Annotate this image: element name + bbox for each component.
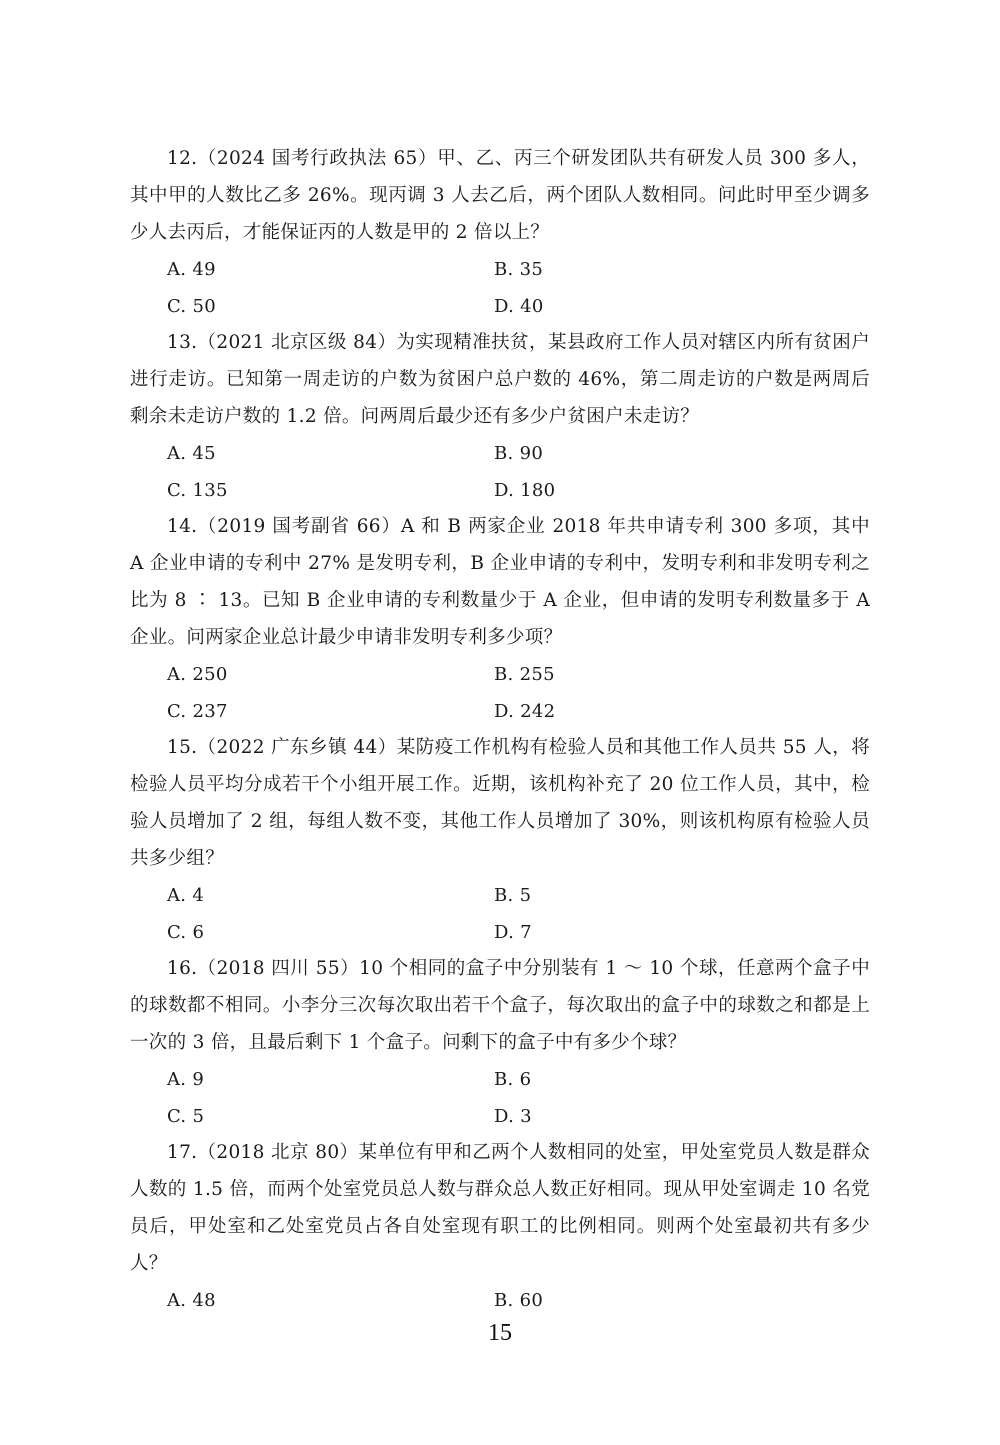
option-c: C. 50 <box>167 296 216 317</box>
option-c: C. 135 <box>167 480 228 501</box>
option-c: C. 6 <box>167 922 205 943</box>
question-stem: 16.（2018 四川 55）10 个相同的盒子中分别装有 1 ～ 10 个球，任意两个盒子中的球数都不相同。小李分三次每次取出若干个盒子，每次取出的盒子中的球数之和都是上一次的 3 倍，且最后剩下 1 个盒子。问剩下的盒子中有多少个球？ <box>130 958 870 1053</box>
question-stem: 12.（2024 国考行政执法 65）甲、乙、丙三个研发团队共有研发人员 300 多人，其中甲的人数比乙多 26%。现丙调 3 人去乙后，两个团队人数相同。问此时甲至少调多少人去丙后，才能保证丙的人数是甲的 2 倍以上？ <box>130 148 870 243</box>
options-grid <box>167 1282 870 1319</box>
option-a: A. 49 <box>167 259 216 280</box>
option-b: B. 255 <box>494 664 555 685</box>
question-15 <box>130 729 870 951</box>
option-b: B. 6 <box>494 1069 532 1090</box>
option-d: D. 242 <box>494 701 556 722</box>
options-grid <box>167 656 870 730</box>
question-stem: 17.（2018 北京 80）某单位有甲和乙两个人数相同的处室，甲处室党员人数是群众人数的 1.5 倍，而两个处室党员总人数与群众总人数正好相同。现从甲处室调走 10 名党员后，甲处室和乙处室党员占各自处室现有职工的比例相同。则两个处室最初共有多少人？ <box>130 1142 870 1274</box>
options-grid <box>167 1061 870 1135</box>
options-grid <box>167 435 870 509</box>
question-14 <box>130 508 870 730</box>
question-stem: 15.（2022 广东乡镇 44）某防疫工作机构有检验人员和其他工作人员共 55 人，将检验人员平均分成若干个小组开展工作。近期，该机构补充了 20 位工作人员，其中，检验人员增加了 2 组，每组人数不变，其他工作人员增加了 30%，则该机构原有检验人员共多少组？ <box>130 737 870 869</box>
option-d: D. 7 <box>494 922 532 943</box>
option-d: D. 3 <box>494 1106 532 1127</box>
question-13 <box>130 324 870 509</box>
option-a: A. 250 <box>167 664 228 685</box>
option-c: C. 5 <box>167 1106 205 1127</box>
option-b: B. 90 <box>494 443 544 464</box>
option-d: D. 180 <box>494 480 556 501</box>
question-stem: 14.（2019 国考副省 66）A 和 B 两家企业 2018 年共申请专利 300 多项，其中 A 企业申请的专利中 27% 是发明专利，B 企业申请的专利中，发明专利和非发明专利之比为 8 ∶ 13。已知 B 企业申请的专利数量少于 A 企业，但申请的发明专利数量多于 A 企业。问两家企业总计最少申请非发明专利多少项？ <box>130 516 870 648</box>
question-12 <box>130 140 870 325</box>
option-c: C. 237 <box>167 701 228 722</box>
options-grid <box>167 877 870 951</box>
option-a: A. 45 <box>167 443 216 464</box>
question-17 <box>130 1134 870 1319</box>
question-16 <box>130 950 870 1135</box>
option-a: A. 48 <box>167 1290 216 1311</box>
option-a: A. 9 <box>167 1069 205 1090</box>
option-a: A. 4 <box>167 885 205 906</box>
option-b: B. 60 <box>494 1290 544 1311</box>
question-stem: 13.（2021 北京区级 84）为实现精准扶贫，某县政府工作人员对辖区内所有贫困户进行走访。已知第一周走访的户数为贫困户总户数的 46%，第二周走访的户数是两周后剩余未走访户数的 1.2 倍。问两周后最少还有多少户贫困户未走访？ <box>130 332 870 427</box>
option-d: D. 40 <box>494 296 544 317</box>
option-b: B. 35 <box>494 259 544 280</box>
page-number: 15 <box>488 1320 512 1346</box>
option-b: B. 5 <box>494 885 532 906</box>
options-grid <box>167 251 870 325</box>
